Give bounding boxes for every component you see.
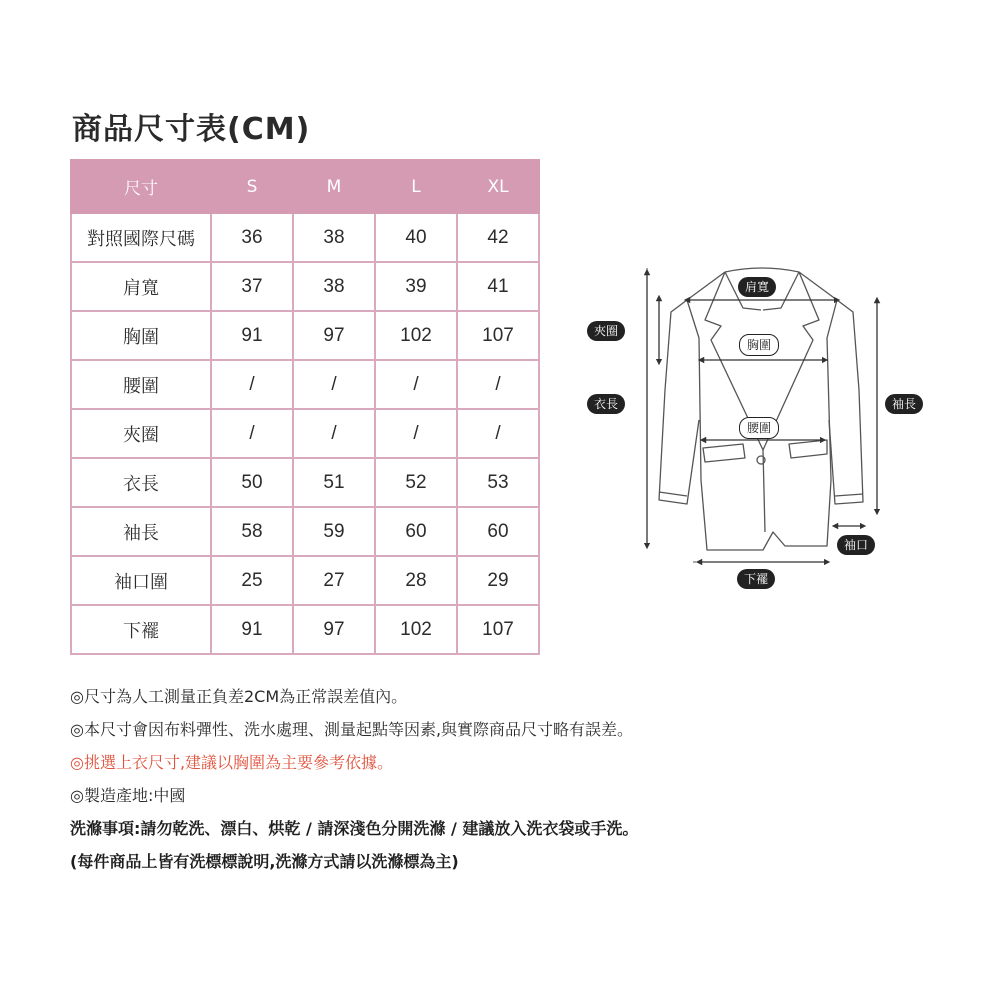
table-cell: 97 bbox=[293, 605, 375, 654]
table-cell: / bbox=[375, 409, 457, 458]
sleeve-label: 袖長 bbox=[885, 394, 923, 414]
table-cell: 38 bbox=[293, 213, 375, 262]
page-title: 商品尺寸表(CM) bbox=[72, 112, 311, 147]
table-row bbox=[71, 605, 539, 654]
table-cell: 91 bbox=[211, 605, 293, 654]
row-label: 胸圍 bbox=[71, 311, 211, 360]
table-header-row bbox=[71, 160, 539, 213]
table-cell: / bbox=[293, 360, 375, 409]
table-cell: 41 bbox=[457, 262, 539, 311]
note-line-highlight: ◎挑選上衣尺寸,建議以胸圍為主要參考依據。 bbox=[70, 753, 394, 772]
chest-label: 胸圍 bbox=[739, 334, 779, 356]
table-row bbox=[71, 262, 539, 311]
table-cell: 50 bbox=[211, 458, 293, 507]
table-cell: 42 bbox=[457, 213, 539, 262]
row-label: 下襬 bbox=[71, 605, 211, 654]
column-header: S bbox=[211, 160, 293, 213]
note-line: ◎本尺寸會因布料彈性、洗水處理、測量起點等因素,與實際商品尺寸略有誤差。 bbox=[70, 720, 634, 739]
notes-section bbox=[70, 680, 970, 878]
size-table bbox=[70, 159, 540, 655]
row-label: 對照國際尺碼 bbox=[71, 213, 211, 262]
table-cell: 36 bbox=[211, 213, 293, 262]
table-cell: 29 bbox=[457, 556, 539, 605]
shoulder-label: 肩寬 bbox=[738, 277, 776, 297]
row-label: 腰圍 bbox=[71, 360, 211, 409]
table-cell: / bbox=[375, 360, 457, 409]
table-cell: 107 bbox=[457, 311, 539, 360]
table-cell: 53 bbox=[457, 458, 539, 507]
cuff-label: 袖口 bbox=[837, 535, 875, 555]
table-cell: 52 bbox=[375, 458, 457, 507]
column-header: 尺寸 bbox=[71, 160, 211, 213]
jacket-measurement-diagram bbox=[575, 250, 945, 600]
table-cell: / bbox=[211, 360, 293, 409]
table-row bbox=[71, 360, 539, 409]
table-cell: 97 bbox=[293, 311, 375, 360]
note-line: ◎製造產地:中國 bbox=[70, 786, 186, 805]
table-row bbox=[71, 458, 539, 507]
row-label: 夾圈 bbox=[71, 409, 211, 458]
table-cell: 59 bbox=[293, 507, 375, 556]
waist-label: 腰圍 bbox=[739, 417, 779, 439]
table-cell: 39 bbox=[375, 262, 457, 311]
row-label: 衣長 bbox=[71, 458, 211, 507]
table-cell: 28 bbox=[375, 556, 457, 605]
column-header: XL bbox=[457, 160, 539, 213]
table-cell: 102 bbox=[375, 311, 457, 360]
column-header: L bbox=[375, 160, 457, 213]
table-cell: / bbox=[457, 409, 539, 458]
table-cell: 37 bbox=[211, 262, 293, 311]
table-row bbox=[71, 311, 539, 360]
row-label: 肩寬 bbox=[71, 262, 211, 311]
table-cell: 58 bbox=[211, 507, 293, 556]
table-cell: 60 bbox=[375, 507, 457, 556]
table-row bbox=[71, 213, 539, 262]
armhole-label: 夾圈 bbox=[587, 321, 625, 341]
row-label: 袖口圍 bbox=[71, 556, 211, 605]
table-cell: 102 bbox=[375, 605, 457, 654]
table-row bbox=[71, 556, 539, 605]
hem-label: 下襬 bbox=[737, 569, 775, 589]
washing-note: (每件商品上皆有洗標標說明,洗滌方式請以洗滌標為主) bbox=[70, 852, 459, 871]
table-cell: / bbox=[211, 409, 293, 458]
table-cell: 51 bbox=[293, 458, 375, 507]
table-cell: 25 bbox=[211, 556, 293, 605]
table-cell: 60 bbox=[457, 507, 539, 556]
table-cell: 107 bbox=[457, 605, 539, 654]
row-label: 袖長 bbox=[71, 507, 211, 556]
table-cell: 40 bbox=[375, 213, 457, 262]
table-cell: / bbox=[293, 409, 375, 458]
washing-instructions: 洗滌事項:請勿乾洗、漂白、烘乾 / 請深淺色分開洗滌 / 建議放入洗衣袋或手洗。 bbox=[70, 819, 639, 838]
table-cell: 27 bbox=[293, 556, 375, 605]
table-cell: 91 bbox=[211, 311, 293, 360]
column-header: M bbox=[293, 160, 375, 213]
table-row bbox=[71, 409, 539, 458]
length-label: 衣長 bbox=[587, 394, 625, 414]
note-line: ◎尺寸為人工測量正負差2CM為正常誤差值內。 bbox=[70, 687, 408, 706]
table-cell: 38 bbox=[293, 262, 375, 311]
table-cell: / bbox=[457, 360, 539, 409]
table-row bbox=[71, 507, 539, 556]
